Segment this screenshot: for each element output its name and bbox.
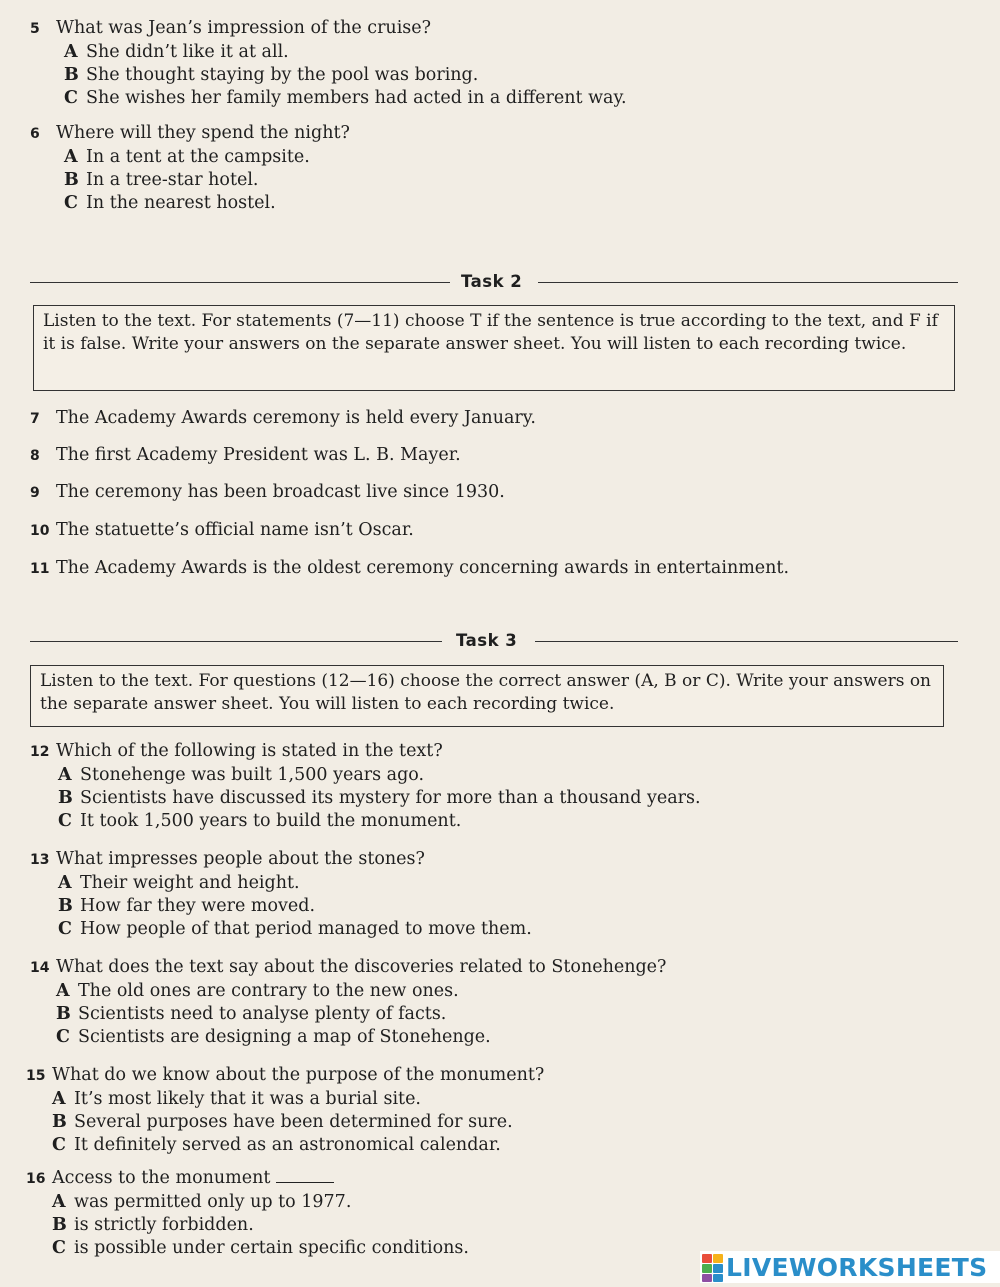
option-text: Several purposes have been determined for sure. [74,1111,513,1132]
option-text: Their weight and height. [80,873,300,893]
option-a[interactable] [30,146,960,169]
statement-text: The Academy Awards ceremony is held every January. [56,408,536,428]
option-c[interactable] [30,810,960,833]
option-text: In a tent at the campsite. [86,147,310,167]
option-a[interactable] [30,980,960,1003]
option-text: Stonehenge was built 1,500 years ago. [80,765,425,785]
option-letter: C [58,810,72,831]
statement-9[interactable] [30,481,960,505]
option-text: Scientists have discussed its mystery for more than a thousand years. [80,787,701,808]
option-text: It took 1,500 years to build the monument. [80,810,462,831]
statement-text: The statuette’s official name isn’t Oscar. [56,520,414,540]
statement-11[interactable] [30,557,960,581]
question-stem [30,122,960,146]
option-letter: C [64,87,78,108]
divider-right [535,641,958,642]
liveworksheets-logo-icon [702,1254,722,1280]
option-b[interactable] [26,1214,956,1237]
option-a[interactable] [26,1088,956,1111]
option-text: is possible under certain specific conditions. [74,1237,469,1258]
option-letter: A [56,981,70,1001]
option-a[interactable] [26,1191,956,1214]
option-text: is strictly forbidden. [74,1214,254,1235]
task-3-instructions-box [30,665,944,727]
option-text: How people of that period managed to move them. [80,918,532,939]
question-text: What do we know about the purpose of the monument? [52,1065,545,1085]
option-letter: B [64,64,79,85]
question-text: Access to the monument [52,1168,271,1188]
option-letter: C [56,1026,70,1047]
option-letter: A [58,873,72,893]
question-5 [30,17,960,109]
question-6 [30,122,960,214]
option-text: was permitted only up to 1977. [74,1192,352,1212]
divider-left [30,641,442,642]
option-b[interactable] [30,895,960,918]
question-16 [26,1167,956,1259]
option-c[interactable] [30,1026,960,1049]
option-b[interactable] [30,64,960,87]
option-letter: B [64,169,79,190]
task-2-header [30,272,958,292]
option-text: Scientists need to analyse plenty of facts. [78,1003,447,1024]
question-number: 15 [26,1068,46,1084]
question-text: Where will they spend the night? [56,123,350,143]
question-number: 13 [30,852,50,868]
question-15 [26,1064,956,1156]
option-b[interactable] [30,1003,960,1026]
option-text: It definitely served as an astronomical calendar. [74,1134,501,1155]
option-c[interactable] [30,192,960,215]
statement-number: 9 [30,485,40,501]
option-letter: A [52,1089,66,1109]
option-text: Scientists are designing a map of Stonehenge. [78,1026,491,1047]
divider-left [30,282,450,283]
option-letter: B [56,1003,71,1024]
option-letter: B [58,895,73,916]
question-text: Which of the following is stated in the text? [56,741,443,761]
option-c[interactable] [26,1134,956,1157]
answer-blank [276,1168,334,1183]
question-stem [30,17,960,41]
logo-text: LIVEWORKSHEETS [726,1252,988,1282]
task-2-instructions: Listen to the text. For statements (7—11) choose T if the sentence is true according to the text, and F if it is false. Write your answers on the separate answer sheet. You will listen to each recording twice. [43,311,938,354]
question-number: 16 [26,1171,46,1187]
option-letter: C [64,192,78,213]
option-letter: B [58,787,73,808]
task-2-title: Task 2 [461,272,523,291]
question-number: 6 [30,126,40,142]
option-b[interactable] [26,1111,956,1134]
option-letter: A [52,1192,66,1212]
question-number: 5 [30,21,40,37]
option-text: She thought staying by the pool was boring. [86,64,479,85]
question-text: What does the text say about the discoveries related to Stonehenge? [56,957,667,977]
task-3-title: Task 3 [456,631,518,650]
statement-text: The first Academy President was L. B. Mayer. [56,445,461,465]
option-c[interactable] [30,918,960,941]
option-text: How far they were moved. [80,895,316,916]
statement-number: 11 [30,561,50,577]
option-letter: B [52,1214,67,1235]
task-2-instructions-box [33,305,955,391]
option-text: In the nearest hostel. [86,192,276,213]
statement-text: The ceremony has been broadcast live since 1930. [56,482,505,502]
option-b[interactable] [30,787,960,810]
option-letter: C [52,1237,66,1258]
option-b[interactable] [30,169,960,192]
option-a[interactable] [30,872,960,895]
statement-number: 8 [30,448,40,464]
question-number: 12 [30,744,50,760]
statement-number: 10 [30,523,50,539]
option-text: She didn’t like it at all. [86,42,289,62]
question-text: What was Jean’s impression of the cruise? [56,18,432,38]
statement-7[interactable] [30,407,960,431]
question-text: What impresses people about the stones? [56,849,425,869]
option-text: In a tree-star hotel. [86,169,259,190]
question-number: 14 [30,960,50,976]
statement-number: 7 [30,411,40,427]
option-text: She wishes her family members had acted in a different way. [86,87,627,108]
option-letter: A [58,765,72,785]
task-3-instructions: Listen to the text. For questions (12—16) choose the correct answer (A, B or C). Write your answers on the separate answer sheet. You will listen to each recording twice. [40,671,932,714]
option-a[interactable] [30,764,960,787]
question-13 [30,848,960,940]
option-c[interactable] [30,87,960,110]
task-3-header [30,631,958,651]
divider-right [538,282,958,283]
option-letter: A [64,147,78,167]
option-a[interactable] [30,41,960,64]
question-12 [30,740,960,832]
option-letter: B [52,1111,67,1132]
statement-10[interactable] [30,519,960,543]
question-14 [30,956,960,1048]
option-letter: A [64,42,78,62]
statement-8[interactable] [30,444,960,468]
option-text: It’s most likely that it was a burial site. [74,1089,421,1109]
option-letter: C [52,1134,66,1155]
statement-text: The Academy Awards is the oldest ceremony concerning awards in entertainment. [56,558,790,578]
option-letter: C [58,918,72,939]
liveworksheets-logo[interactable] [700,1251,1000,1283]
option-text: The old ones are contrary to the new ones. [78,981,459,1001]
